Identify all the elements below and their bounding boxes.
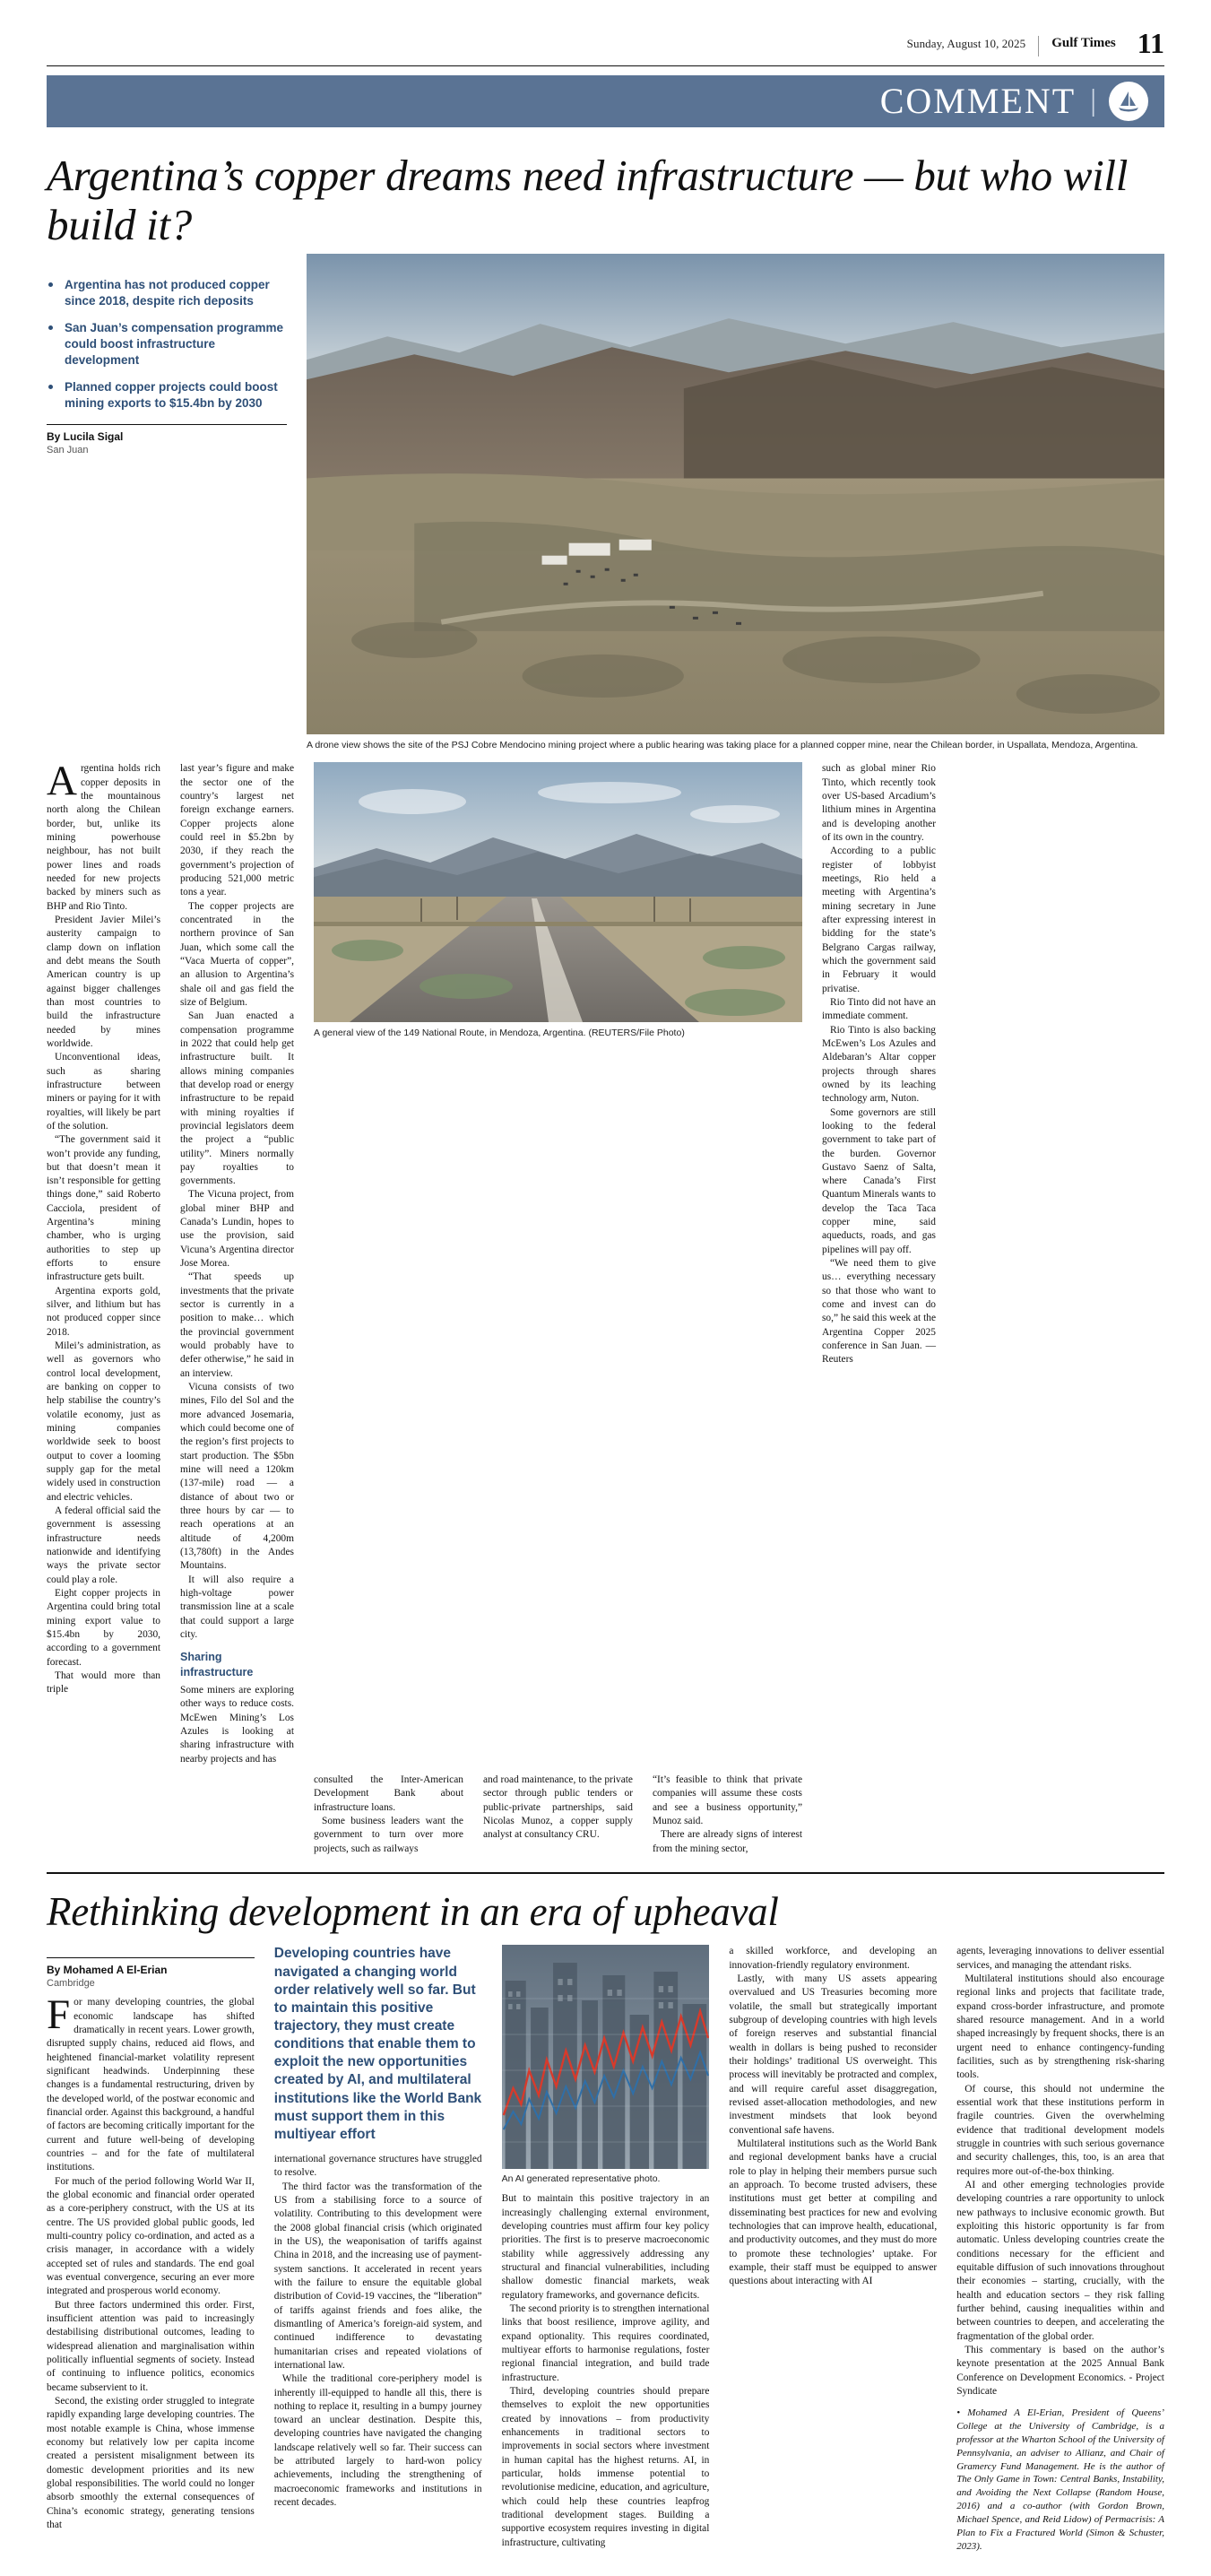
paragraph: Multilateral institutions should also encourage regional links and projects that facilitate trade, expand cross-border infrastructure, and promote shared resource management. And in a world shaped increasingly by frequent shocks, there is an urgent need to enhance contingency-funding facilities, such as by strengthening risk-sharing tools. — [956, 1973, 1164, 2081]
article1-subhead: Sharing infrastructure — [180, 1651, 254, 1679]
article2-col4-text — [729, 1945, 937, 2288]
paragraph: “That speeds up investments that the private sector is currently in a position to make… which the provincial government would probably have to defer otherwise,” he said in an interview. — [180, 1271, 294, 1379]
article2-col-3 — [502, 1945, 710, 2550]
article1-col-7 — [822, 762, 936, 1766]
banner-separator: | — [1090, 83, 1096, 117]
article1-photo1-block — [307, 254, 1164, 752]
photo-national-route — [314, 762, 802, 1022]
paragraph: consulted the Inter-American Development Bank about infrastructure loans. — [314, 1774, 463, 1813]
paragraph: last year’s figure and make the sector one of the country’s largest net foreign exchange earners. Copper projects alone could reel in $5.2bn by 2030, if they reach the government’s projection of producing 521,000 metric tons a year. — [180, 763, 294, 898]
paragraph: Vicuna consists of two mines, Filo del Sol and the more advanced Josemaria, which could become one of the region’s first projects to start production. The $5bn mine will need a 120km (137-mile) road — a distance of about two or three hours by car — to reach operations at an altitude of 4,200m (13,780ft) in the Andes Mountains. — [180, 1382, 294, 1572]
article1-col-4 — [314, 1774, 463, 1856]
masthead-rule — [47, 65, 1164, 66]
paragraph: Milei’s administration, as well as governors who control local development, are banking on copper to help stabilise the country’s volatile economy, just as mining companies worldwide seek to boost output to cover a looming supply gap for the metal widely used in construction and electric vehicles. — [47, 1340, 160, 1503]
paragraph: a skilled workforce, and developing an innovation-friendly regulatory environment. — [729, 1946, 938, 1971]
photo2-caption-text: A general view of the 149 National Route, in Mendoza, Argentina. — [314, 1028, 586, 1039]
paragraph: While the traditional core-periphery model is inherently ill-equipped to handle all this, there is nothing to replace it, resulting in a bumpy journey toward an unclear destination. Despite this, developing countries have navigated the changing landscape relatively well so far. Their success can be attributed largely to hard-won policy achievements, including the strengthening of macroeconomic frameworks and institutions in recent decades. — [273, 2373, 482, 2509]
photo2-caption — [314, 1022, 802, 1040]
list-item: San Juan’s compensation programme could boost infrastructure development — [47, 320, 287, 369]
paragraph: Argentina exports gold, silver, and lithium but has not produced copper since 2018. — [47, 1285, 160, 1338]
paragraph: The copper projects are concentrated in the northern province of San Juan, which some call the “Vaca Muerta of copper”, an allusion to Argentina’s shale oil and gas field the size of Belgium. — [180, 900, 294, 1008]
article1-col-6 — [653, 1774, 802, 1856]
paragraph: The Vicuna project, from global miner BHP and Canada’s Lundin, hopes to use the provision, said Vicuna’s Argentina director Jose Morea. — [180, 1189, 294, 1270]
article2-col1-text — [47, 1991, 255, 2532]
list-item: Planned copper projects could boost mining exports to $15.4bn by 2030 — [47, 379, 287, 412]
article2-col-4 — [729, 1945, 937, 2288]
article1-left-col — [47, 254, 287, 752]
paragraph: Third, developing countries should prepare themselves to exploit the new opportunities created by innovations – from productivity enhancements in traditional sectors to improvements in social sectors where investment in human capital has the highest returns. AI, in particular, holds immense potential to revolutionise medicine, education, and agriculture, which could help these countries leapfrog traditional development stages. Building a supportive ecosystem requires investing in digital infrastructure, cultivating — [501, 2385, 710, 2548]
paragraph: That would more than triple — [47, 1670, 160, 1696]
paragraph: AI and other emerging technologies provide developing countries a rare opportunity to unlock new pathways to inclusive economic growth. But exploiting this historic opportunity is far from automatic. Unless developing countries create the conditions necessary for the efficient and equitable diffusion of such innovations throughout their economies – starting, crucially, with the health and education sectors – they risk falling further behind, causing inequalities within and between countries to deepen, and accelerating the fragmentation of the global order. — [956, 2179, 1164, 2342]
section-banner — [47, 75, 1164, 127]
article-copper — [47, 151, 1164, 1856]
paragraph: Of course, this should not undermine the essential work that these institutions perform in fragile countries. Given the overwhelming evidence that traditional development models struggle in countries with such serious governance and security challenges, this, too, is an area that requires more out-of-the-box thinking. — [956, 2083, 1164, 2177]
paragraph: According to a public register of lobbyist meetings, Rio held a meeting with Argentina’s mining secretary in June after expressing interest in bidding for the state’s Belgrano Cargas railway, which the government said in February it would privatise. — [822, 846, 936, 994]
article1-under-photo-cols — [314, 1774, 802, 1856]
paragraph: Lastly, with many US assets appearing overvalued and US Treasuries becoming more volatile, the small but strategically important subgroup of developing countries with high levels of foreign reserves and substantial financial wealth in dollars is being pushed to reconsider their holdings’ traditional US overweight. This process will inevitably be protracted and complex, and will require careful asset disaggregation, revised asset-allocation methodologies, and new investment mindsets that look beyond conventional safe havens. — [729, 1973, 938, 2136]
article2-col5-text — [956, 1945, 1164, 2398]
spacer-col-7 — [822, 1774, 936, 1856]
spacer-col-2 — [180, 1774, 294, 1856]
spacer-col-1 — [47, 1774, 160, 1856]
ai-photo-caption: An AI generated representative photo. — [501, 2173, 661, 2185]
article1-body-top — [47, 758, 1164, 1766]
photo1-caption: A drone view shows the site of the PSJ Cobre Mendocino mining project where a public hearing was taking place for a planned copper mine, near the Chilean border, in Uspallata, Mendoza, Argentina. — [307, 739, 1138, 750]
paragraph: Rio Tinto did not have an immediate comment. — [822, 996, 936, 1022]
paragraph: “The government said it won’t provide any funding, but that doesn’t mean it isn’t responsible for getting things done,” said Roberto Cacciola, president of Argentina’s mining chamber, who is urging authorities to step up efforts to ensure infrastructure gets built. — [47, 1134, 160, 1283]
article2-col2-text — [274, 2153, 482, 2511]
paragraph: There are already signs of interest from the mining sector, — [653, 1829, 802, 1854]
byline-location: Cambridge — [47, 1978, 95, 1990]
author-bio: • Mohamed A El-Erian, President of Queens’ College at the University of Cambridge, is a professor at the Wharton School of the University of Pennsylvania, an adviser to Allianz, and Chair of Gramercy Fund Management. He is the author of The Only Game in Town: Central Banks, Instability, and Avoiding the Next Collapse (Random House, 2016) and a co-author (with Gordon Brown, Michael Spence, and Reid Lidow) of Permacrisis: A Plan to Fix a Fractured World (Simon & Schuster, 2023). — [956, 2407, 1164, 2552]
article2-col-2 — [274, 1945, 482, 2510]
article1-body-bottom — [47, 1774, 1164, 1856]
article2-byline — [47, 1957, 255, 1989]
paragraph: But three factors undermined this order. First, insufficient attention was paid to increasingly destabilising distributional outcomes, leading to widespread alienation and marginalisation within politically influential segments of society. Instead of continuing to influence politics, economics became subservient to it. — [47, 2299, 255, 2393]
byline-location: San Juan — [47, 445, 89, 456]
paragraph: Unconventional ideas, such as sharing infrastructure between miners or paying for it with royalties, will likely be part of the solution. — [47, 1052, 160, 1132]
photo-mining-site — [307, 254, 1164, 734]
list-item: Argentina has not produced copper since 2018, despite rich deposits — [47, 277, 287, 309]
paragraph: Second, the existing order struggled to integrate rapidly expanding large developing countries. The most notable example is China, whose immense economy but relatively low per capita income created a persistent misalignment between its domestic development priorities and its new global responsibilities. The world could no longer absorb smoothly the external consequences of China’s economic strategy, generating tensions that — [47, 2395, 255, 2530]
masthead — [0, 0, 1211, 62]
byline-author: By Lucila Sigal — [47, 430, 124, 444]
paragraph: It will also require a high-voltage power transmission line at a scale that could support a large city. — [180, 1574, 294, 1640]
article1-bullets — [47, 277, 287, 412]
article2-col-5 — [956, 1945, 1164, 2553]
section-title: COMMENT — [879, 81, 1077, 122]
article1-photo2-block — [314, 762, 802, 1766]
article1-top-row — [47, 254, 1164, 752]
paragraph: Some governors are still looking to the federal government to take part of the burden. Governor Gustavo Saenz of Salta, where Canada’s First Quantum Minerals wants to develop the Taca Taca copper mine, said aqueducts, roads, and gas pipelines will pay off. — [822, 1106, 936, 1255]
article-divider — [47, 1872, 1164, 1874]
paragraph: For much of the period following World War II, the global economic and financial order operated as a core-periphery construct, with the US at its centre. The US provided global public goods, led multi-country policy co-ordination, and acted as a crisis manager, in accordance with a widely accepted set of rules and standards. The end goal was eventual convergence, securing an ever more integrated and prosperous world economy. — [47, 2175, 255, 2297]
article2-col-1 — [47, 1945, 255, 2532]
paragraph: and road maintenance, to the private sector through public tenders or public-private partnerships, said Nicolas Munoz, a copper supply analyst at consultancy CRU. — [483, 1774, 633, 1841]
paragraph: Some miners are exploring other ways to reduce costs. McEwen Mining’s Los Azules is looking at sharing infrastructure with nearby projects and has — [180, 1684, 294, 1765]
sailboat-icon — [1109, 82, 1148, 121]
article2-columns — [47, 1945, 1164, 2553]
paragraph: Rio Tinto is also backing McEwen’s Los Azules and Aldebaran’s Altar copper projects through shares owned by its leaching technology arm, Nuton. — [822, 1024, 936, 1105]
photo2-credit: (REUTERS/File Photo) — [588, 1028, 685, 1039]
paragraph: A federal official said the government is assessing infrastructure needs nationwide and identifying ways the private sector could play a role. — [47, 1505, 160, 1585]
paragraph: But to maintain this positive trajectory in an increasingly challenging external environment, developing countries must affirm four key policy priorities. The first is to preserve macroeconomic stability while aggressively addressing any structural and financial vulnerabilities, including shallow domestic financial markets, weak regulatory frameworks, and governance deficits. — [501, 2193, 710, 2301]
article-development — [47, 1890, 1164, 2576]
paragraph: The second priority is to strengthen international links that boost resilience, improve agility, and expand optionality. This requires coordinated, multiyear efforts to harmonise regulations, foster regional financial integration, and build trade infrastructure. — [501, 2303, 710, 2383]
article2-pullquote: Developing countries have navigated a changing world order relatively well so far. But to maintain this positive trajectory, they must create conditions that enable them to exploit the new opportunities created by AI, and multilateral institutions like the World Bank must support them in this multiyear effort — [273, 1946, 482, 2142]
page-number: 11 — [1137, 27, 1164, 59]
paragraph: Multilateral institutions such as the World Bank and regional development banks have a crucial role to play in helping their members pursue such an approach. To become trusted advisers, these institutions must get better at compiling and disseminating best practices for new and evolving technologies that can improve health, educational, and productivity outcomes, and they must do more to promote these technologies’ uptake. For example, their staff must be equipped to answer questions about interacting with AI — [729, 2138, 938, 2287]
article1-col-2 — [180, 762, 294, 1766]
paragraph: international governance structures have struggled to resolve. — [273, 2153, 482, 2179]
article1-col-1 — [47, 758, 160, 1766]
paragraph: San Juan enacted a compensation programme in 2022 that could help get infrastructure built. It allows mining companies that develop road or energy infrastructure to be repaid with mining royalties if provincial legislators deem the project a “public utility”. Miners normally pay royalties to governments. — [180, 1010, 294, 1187]
byline-author: By Mohamed A El-Erian — [47, 1964, 168, 1977]
paragraph: This commentary is based on the author’s keynote presentation at the 2025 Annual Bank Conference on Development Economics. - Project Syndicate — [956, 2344, 1164, 2397]
paragraph: For many developing countries, the global economic landscape has shifted dramatically in recent years. Lower growth, disrupted supply chains, reduced aid flows, and heightened financial-market volatility represent significant headwinds. Underpinning these changes is a fundamental restructuring, driven by the developed world, of the postwar economic and financial order. Against this background, a handful of factors are becoming critically important for the current and future well-being of developing countries – and for the fate of multilateral institutions. — [47, 1991, 255, 2173]
issue-date: Sunday, August 10, 2025 — [906, 36, 1026, 50]
paper-name: Gulf Times — [1038, 36, 1116, 56]
paragraph: “We need them to give us… everything necessary so that those who want to come and invest can do so,” he said this week at the Argentina Copper 2025 conference in San Juan. — Reuters — [822, 1258, 936, 1366]
paragraph: Argentina holds rich copper deposits in the mountainous north along the Chilean border, but, unlike its mining powerhouse neighbour, has not built power lines and roads needed for new projects backed by miners such as BHP and Rio Tinto. — [47, 758, 160, 912]
photo-ai-city-chart — [502, 1945, 710, 2169]
paragraph: President Javier Milei’s austerity campaign to clamp down on inflation and debt means the South American country is up against bigger challenges than most countries to build the infrastructure needed by mines worldwide. — [47, 914, 160, 1049]
article1-col-5 — [483, 1774, 633, 1856]
paragraph: Eight copper projects in Argentina could bring total mining export value to $15.4bn by 2030, according to a government forecast. — [47, 1588, 160, 1668]
article1-byline — [47, 424, 287, 455]
article2-col3-text — [502, 2192, 710, 2550]
article2-headline: Rethinking development in an era of upheaval — [47, 1888, 779, 1934]
paragraph: agents, leveraging innovations to deliver essential services, and managing the attendant risks. — [956, 1946, 1164, 1971]
article1-headline: Argentina’s copper dreams need infrastructure — but who will build it? — [47, 150, 1129, 250]
paragraph: “It’s feasible to think that private companies will assume these costs and see a business opportunity,” Munoz said. — [653, 1774, 802, 1826]
paragraph: Some business leaders want the government to turn over more projects, such as railways — [314, 1815, 463, 1854]
paragraph: such as global miner Rio Tinto, which recently took over US-based Arcadium’s lithium mines in Argentina and is developing another of its own in the country. — [822, 763, 936, 843]
paragraph: The third factor was the transformation of the US from a stabilising force to a source of volatility. Contributing to this development were the 2008 global financial crisis (which originated in the US), the weaponisation of tariffs against China in 2018, and the increasing use of payment-system sanctions. It accelerated in recent years with the failure to ensure the equitable global distribution of Covid-19 vaccines, the “liberation” of tariffs against friends and foes alike, the dismantling of America’s foreign-aid system, and continued indifference to devastating humanitarian crises and repeated violations of international law. — [273, 2181, 482, 2371]
